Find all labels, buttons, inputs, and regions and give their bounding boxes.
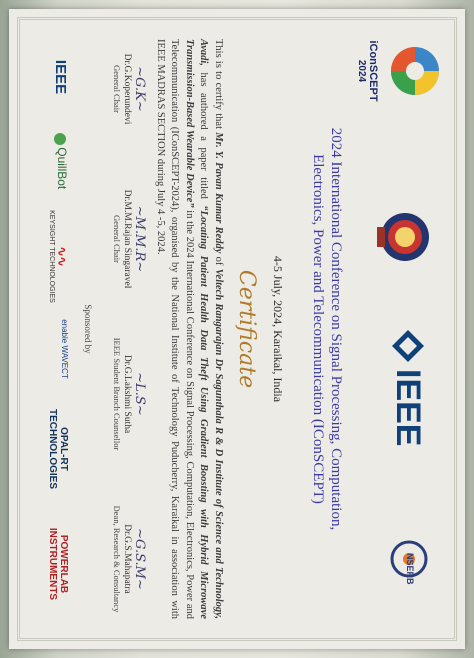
sponsor-quillbot	[54, 121, 69, 201]
body-text-4: in the 2024 International Conference on Signal Processing, Computation, Electronics, Power and Telecommunication (IConSCEPT-2024), organised by the National Institute of Technology Puducherry, Karaikal in association with IEEE MADRAS SECTION during July 4 -5, 2024.	[155, 39, 195, 619]
nserb-logo	[385, 539, 429, 599]
sponsor-enable	[60, 309, 69, 389]
nit-puducherry-logo	[375, 209, 435, 265]
conference-title-line-1: 2024 International Conference on Signal Processing, Computation,	[328, 127, 344, 531]
sponsored-by-label: Sponsored by	[83, 304, 93, 354]
ieee-diamond-icon	[391, 329, 425, 363]
sponsor-powerlab-text: POWERLAB INSTRUMENTS	[47, 527, 69, 601]
iconscept-emblem-icon	[383, 31, 443, 111]
signatory-3-name: Dr.G.Lakshmi Sutha	[122, 354, 132, 434]
iconscept-logo-year: 2024	[356, 59, 367, 83]
keysight-wave-icon: ∿∿	[55, 246, 69, 267]
quillbot-icon	[54, 133, 66, 145]
signature-mark-4: ~G.S.M~	[132, 528, 147, 590]
signatory-1-name: Dr.G.Koperundevi	[122, 53, 132, 125]
ieee-logo	[385, 329, 429, 469]
signatory-3-role: IEEE Student Branch Counsellor	[112, 337, 122, 451]
signatory-1	[112, 39, 147, 139]
sponsor-enable-text: enable WAVECT	[60, 319, 69, 379]
sponsor-powerlab	[47, 514, 69, 614]
signatory-4-role: Dean, Research & Consultancy	[112, 505, 122, 613]
conference-title	[309, 49, 345, 609]
nserb-logo-text: NSERB	[405, 553, 415, 585]
signatory-4	[112, 499, 147, 619]
iconscept-logo-text: iConSCEPT	[367, 40, 379, 102]
body-text-1: This is to certify that	[213, 39, 224, 129]
signatory-4-name: Dr.G.S.Mahapatra	[122, 524, 132, 594]
signatory-2	[112, 184, 147, 294]
conference-date-place: 4-5 July, 2024, Karaikal, India	[271, 255, 285, 403]
signature-mark-2: ~M.M.R~	[132, 205, 147, 273]
sponsor-ieee	[52, 37, 69, 117]
certificate-heading: Certificate	[234, 269, 259, 389]
recipient-institute: Veltech Rangarajan Dr Sagunthala R & D Institute of Science and Technology, Avadi,	[198, 39, 224, 620]
sponsor-opal-rt	[47, 399, 69, 499]
conference-title-line-2: Electronics, Power and Telecommunication (IConSCEPT)	[310, 154, 326, 504]
recipient-name: Mr. Y. Pavan Kumar Reddy	[213, 132, 224, 254]
signatory-2-name: Dr.M.M.Rajan Singaravel	[122, 189, 132, 289]
signatory-2-role: General Chair	[112, 215, 122, 263]
body-text-3: has authored a paper titled	[198, 72, 210, 199]
sponsor-ieee-text: IEEE	[52, 59, 69, 95]
signatory-3	[112, 334, 147, 454]
ieee-logo-text: IEEE	[389, 369, 427, 447]
signature-mark-3: ~L.S~	[132, 372, 147, 416]
sponsor-opal-rt-text: OPAL-RT TECHNOLOGIES	[47, 408, 69, 489]
sponsor-keysight	[48, 209, 69, 304]
sponsor-quillbot-text: QuillBot	[55, 147, 69, 190]
sponsor-keysight-text: KEYSIGHT TECHNOLOGIES	[48, 210, 55, 303]
nit-seal-icon	[375, 209, 435, 265]
body-text-2: of	[213, 256, 224, 266]
certificate-page	[9, 9, 465, 649]
signature-mark-1: ~G.K~	[132, 66, 147, 112]
signatory-1-role: General Chair	[112, 65, 122, 113]
iconscept-logo	[356, 31, 443, 111]
certificate-body	[153, 39, 226, 619]
paper-title: “Locating Patient Health Data Theft Using Gradient Boosting with Hybrid Microwave Transmission-Based Wearable Device”	[184, 39, 210, 619]
